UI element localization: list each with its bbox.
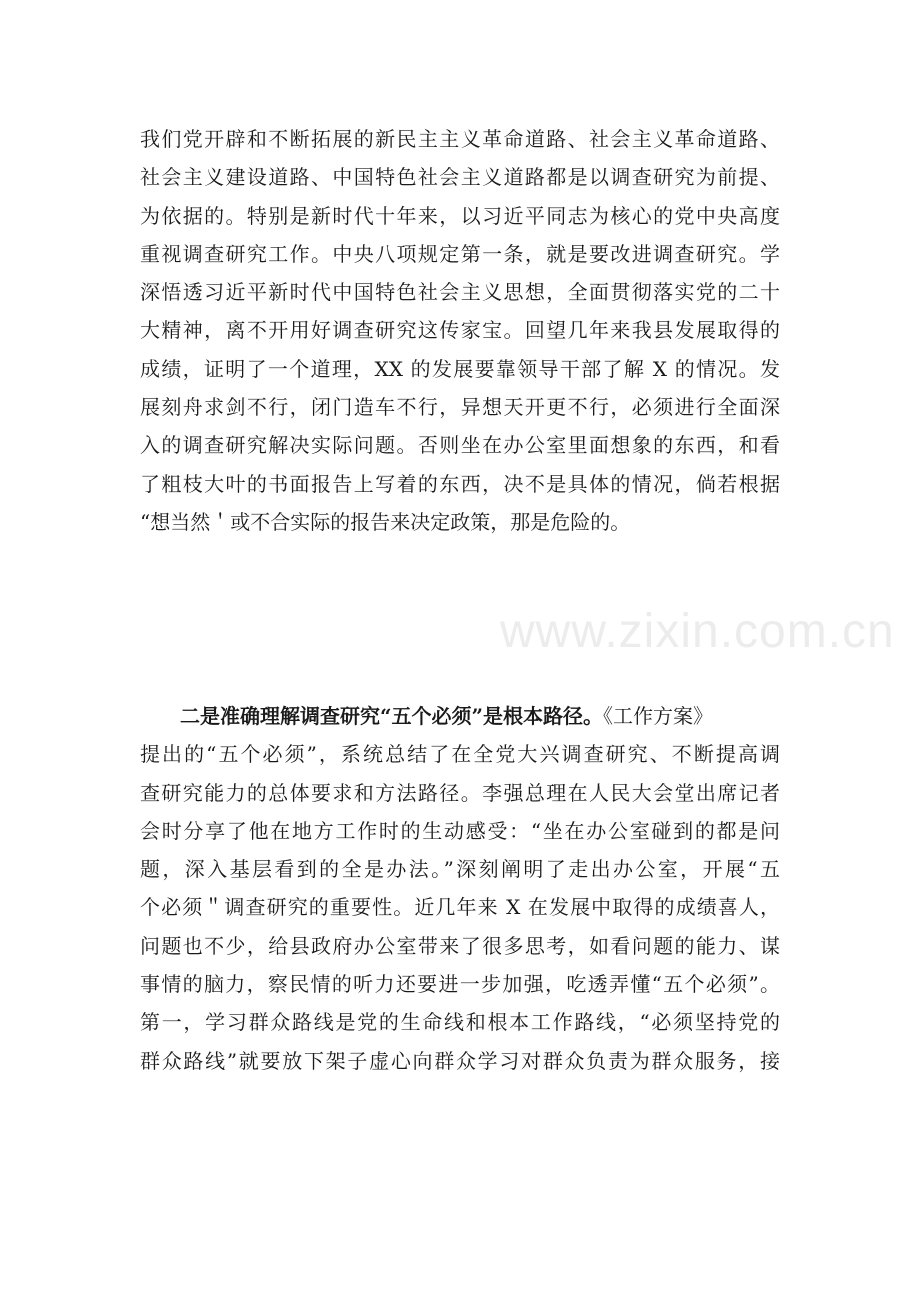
paragraph-line: 重视调查研究工作。中央八项规定第一条，就是要改进调查研究。学 [140, 241, 780, 266]
paragraph-line: 题，深入基层看到的全是办法。”深刻阐明了走出办公室，开展“五 [140, 857, 780, 882]
paragraph-line: 为依据的。特别是新时代十年来，以习近平同志为核心的党中央高度 [140, 203, 780, 228]
paragraph-line: 第一，学习群众路线是党的生命线和根本工作路线，“必须坚持党的 [140, 1010, 780, 1035]
paragraph-line: 成绩，证明了一个道理，XX 的发展要靠领导干部了解 X 的情况。发 [140, 356, 780, 381]
paragraph-first-line [140, 697, 780, 735]
paragraph-1 [140, 120, 780, 541]
paragraph-line: “想当然＇或不合实际的报告来决定政策，那是危险的。 [140, 509, 631, 534]
paragraph-line: 问题也不少，给县政府办公室带来了很多思考，如看问题的能力、谋 [140, 933, 780, 958]
paragraph-line: 展刻舟求剑不行，闭门造车不行，异想天开更不行，必须进行全面深 [140, 395, 780, 420]
paragraph-line: 群众路线”就要放下架子虚心向群众学习对群众负责为群众服务，接 [140, 1048, 780, 1073]
paragraph-line: 深悟透习近平新时代中国特色社会主义思想，全面贯彻落实党的二十 [140, 280, 780, 305]
paragraph-line: 事情的脑力，察民情的听力还要进一步加强，吃透弄懂“五个必须”。 [140, 972, 780, 997]
paragraph-line: 社会主义建设道路、中国特色社会主义道路都是以调查研究为前提、 [140, 165, 780, 190]
paragraph-2 [140, 697, 780, 1080]
section-heading: 二是准确理解调查研究“五个必须”是根本路径。 [180, 704, 604, 728]
paragraph-line: 个必须＂调查研究的重要性。近几年来 X 在发展中取得的成绩喜人， [140, 895, 780, 920]
paragraph-line: 了粗枝大叶的书面报告上写着的东西，决不是具体的情况，倘若根据 [140, 471, 780, 496]
paragraph-line: 会时分享了他在地方工作时的生动感受：“坐在办公室碰到的都是问 [140, 818, 780, 843]
watermark: www.zixin.com.cn [500, 605, 895, 658]
paragraph-line: 我们党开辟和不断拓展的新民主主义革命道路、社会主义革命道路、 [140, 127, 780, 151]
paragraph-line: 入的调查研究解决实际问题。否则坐在办公室里面想象的东西，和看 [140, 433, 780, 458]
paragraph-line: 提出的“五个必须”，系统总结了在全党大兴调查研究、不断提高调 [140, 742, 780, 767]
paragraph-line: 大精神，离不开用好调查研究这传家宝。回望几年来我县发展取得的 [140, 318, 780, 343]
paragraph-line-rest: 《工作方案》 [603, 704, 714, 728]
paragraph-line: 查研究能力的总体要求和方法路径。李强总理在人民大会堂出席记者 [140, 780, 780, 805]
